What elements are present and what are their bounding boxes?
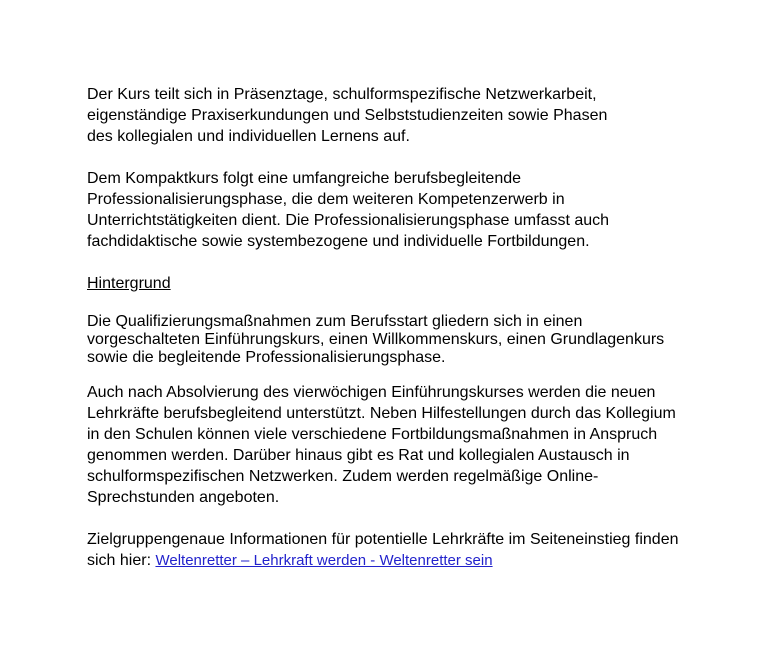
text-line: vorgeschalteten Einführungskurs, einen Willkommenskurs, einen Grundlagenkurs bbox=[87, 331, 665, 348]
paragraph-target-group-info bbox=[87, 529, 727, 571]
text-line: Der Kurs teilt sich in Präsenztage, schulformspezifische Netzwerkarbeit, bbox=[87, 86, 597, 103]
link-prefix: sich hier: bbox=[87, 552, 156, 569]
weltenretter-link[interactable]: Weltenretter – Lehrkraft werden - Weltenretter sein bbox=[155, 552, 493, 569]
text-line: Unterrichtstätigkeiten dient. Die Professionalisierungsphase umfasst auch bbox=[87, 212, 610, 229]
text-line: Zielgruppengenaue Informationen für potentielle Lehrkräfte im Seiteneinstieg finden bbox=[87, 531, 679, 548]
section-heading-hintergrund: Hintergrund bbox=[87, 275, 171, 292]
paragraph-course-structure bbox=[87, 84, 727, 147]
text-line: in den Schulen können viele verschiedene Fortbildungsmaßnahmen in Anspruch bbox=[87, 426, 658, 443]
text-line: Lehrkräfte berufsbegleitend unterstützt. Neben Hilfestellungen durch das Kollegium bbox=[87, 405, 676, 422]
text-line: Sprechstunden angeboten. bbox=[87, 489, 280, 506]
text-line: des kollegialen und individuellen Lernens auf. bbox=[87, 128, 410, 145]
paragraph-support bbox=[87, 382, 727, 508]
text-line: Professionalisierungsphase, die dem weiteren Kompetenzerwerb in bbox=[87, 191, 565, 208]
text-line-with-link bbox=[87, 550, 727, 571]
text-line: sowie die begleitende Professionalisierungsphase. bbox=[87, 349, 446, 366]
document-page bbox=[87, 84, 727, 571]
text-line: genommen werden. Darüber hinaus gibt es Rat und kollegialen Austausch in bbox=[87, 447, 630, 464]
paragraph-professionalization bbox=[87, 168, 727, 252]
text-line: schulformspezifischen Netzwerken. Zudem werden regelmäßige Online- bbox=[87, 468, 599, 485]
text-line: fachdidaktische sowie systembezogene und individuelle Fortbildungen. bbox=[87, 233, 590, 250]
text-line: Dem Kompaktkurs folgt eine umfangreiche berufsbegleitende bbox=[87, 170, 522, 187]
text-line: Die Qualifizierungsmaßnahmen zum Berufsstart gliedern sich in einen bbox=[87, 313, 583, 330]
text-line: eigenständige Praxiserkundungen und Selbststudienzeiten sowie Phasen bbox=[87, 107, 608, 124]
text-line: Auch nach Absolvierung des vierwöchigen Einführungskurses werden die neuen bbox=[87, 384, 656, 401]
paragraph-qualification-measures bbox=[87, 313, 727, 367]
